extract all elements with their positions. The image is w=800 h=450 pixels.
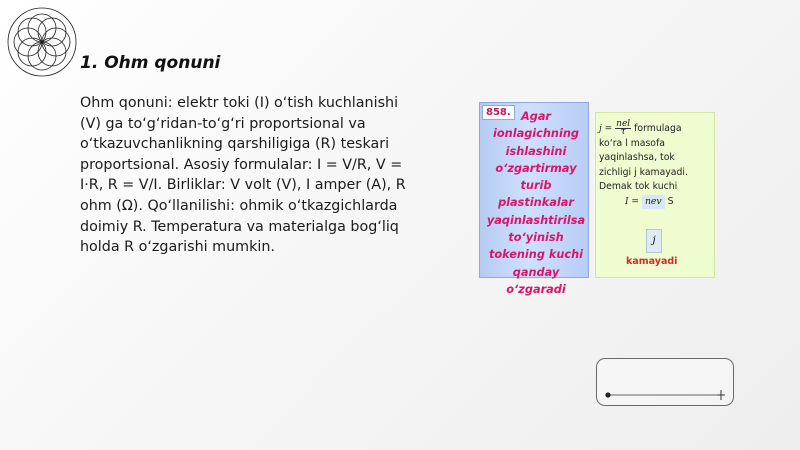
question-line: Agar xyxy=(520,110,552,123)
question-line: to‘yinish xyxy=(508,231,564,245)
question-line: yaqinlashtirilsa xyxy=(486,213,586,227)
formula-line xyxy=(599,121,714,137)
current-formula-line xyxy=(599,195,714,210)
fraction-denominator: τ xyxy=(620,127,626,137)
textbook-figure xyxy=(479,102,715,296)
problem-number: 858. xyxy=(482,105,515,120)
question-line: tokening kuchi xyxy=(488,248,584,262)
current-nev-box: nev xyxy=(642,195,665,210)
formula-fraction xyxy=(615,121,631,136)
question-text xyxy=(484,108,588,298)
question-panel xyxy=(479,102,589,296)
question-line: ishlashini xyxy=(505,144,567,158)
current-rhs: S xyxy=(667,195,674,207)
answer-line: Demak tok kuchi xyxy=(599,181,678,192)
answer-line: ko‘ra l masofa xyxy=(599,137,665,149)
question-line: turib xyxy=(520,179,552,193)
answer-panel xyxy=(595,112,715,278)
slide-title: 1. Ohm qonuni xyxy=(80,53,221,73)
formula-j-symbol: j = xyxy=(599,124,613,134)
answer-line: yaqinlashsa, tok xyxy=(599,152,675,163)
slide-body-text: Ohm qonuni: elektr toki (I) o‘tish kuchlanishi (V) ga to‘g‘ridan-to‘g‘ri proportsional va o‘tkazuvchanlikning qarshiligiga (R) teskari proportsional. Asosiy formulalar: I = V/R, V = I·R, R = V/I. Birliklar: V volt (V), I amper (A), R ohm (Ω). Qo‘llanilishi: ohmik o‘tkazgichlarda doimiy R. Temperatura va materialga bog‘liq holda R o‘zgarishi mumkin. xyxy=(80,95,406,256)
question-line: ionlagichning xyxy=(493,127,579,141)
decreases-label: kamayadi xyxy=(626,256,678,267)
circuit-diagram-box xyxy=(596,358,734,406)
decorative-logo-icon xyxy=(4,4,80,80)
answer-text xyxy=(599,121,714,209)
question-line: plastinkalar xyxy=(498,196,574,210)
question-line: o‘zgartirmay xyxy=(495,161,577,175)
fraction-numerator: nel xyxy=(616,119,631,129)
j-box: j xyxy=(646,229,662,253)
circuit-line-icon xyxy=(597,359,733,405)
answer-line: formulaga xyxy=(634,123,682,134)
question-line: qanday o‘zgaradi xyxy=(506,265,566,296)
current-lhs: I = xyxy=(625,196,639,207)
answer-line: zichligi j kamayadi. xyxy=(599,166,688,178)
